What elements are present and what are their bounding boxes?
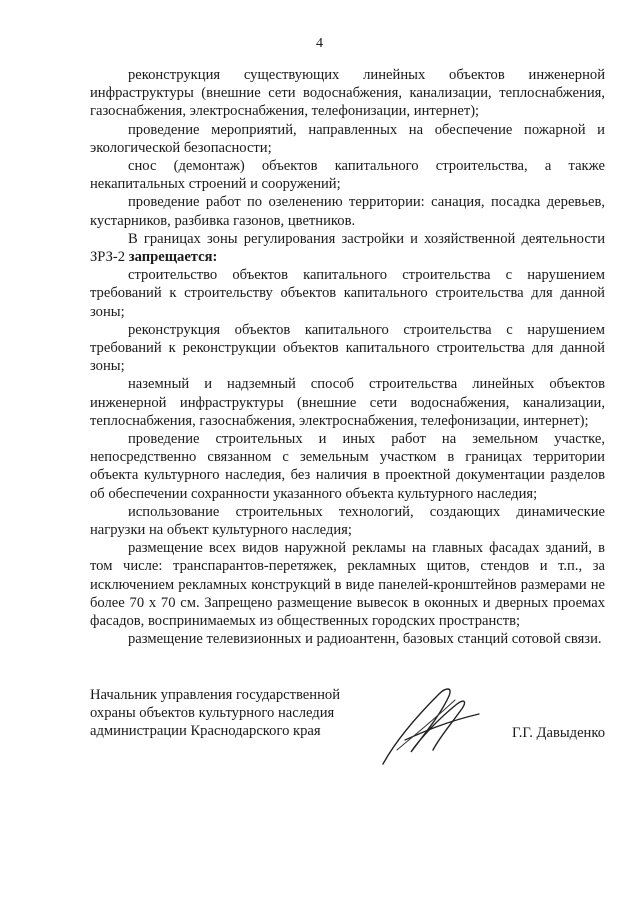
document-body [90, 66, 605, 649]
paragraph-6: строительство объектов капитального строительства с нарушением требований к строительству объектов капитального строительства для данной зоны; [90, 267, 605, 320]
signatory-line-3: администрации Краснодарского края [90, 723, 321, 740]
signatory-line-1: Начальник управления государственной [90, 687, 341, 703]
paragraph-7: реконструкция объектов капитального строительства с нарушением требований к реконструкции объектов капитального строительства для данной зоны; [90, 321, 605, 375]
paragraph-10: использование строительных технологий, создающих динамические нагрузки на объект культурного наследия; [90, 503, 605, 539]
paragraph-12: размещение телевизионных и радиоантенн, базовых станций сотовой связи. [128, 631, 602, 648]
signatory-line-2: охраны объектов культурного наследия [90, 705, 335, 722]
paragraph-8: наземный и надземный способ строительства линейных объектов инженерной инфраструктуры (внешние сети водоснабжения, канализации, теплоснабжения, газоснабжения, электроснабжения, телефонизации, интернет); [90, 376, 605, 429]
paragraph-1: реконструкция существующих линейных объектов инженерной инфраструктуры (внешние сети водоснабжения, канализации, теплоснабжения, газоснабжения, электроснабжения, телефонизации, интернет); [90, 67, 605, 120]
signatory-name: Г.Г. Давыденко [511, 725, 605, 741]
paragraph-11: размещение всех видов наружной рекламы на главных фасадах зданий, в том числе: транспарантов-перетяжек, рекламных щитов, стендов и т.п., за исключением рекламных конструкций в виде панелей-кронштейнов размерами не более 70 х 70 см. Запрещено размещение вывесок в оконных и дверных проемах фасадов, воспринимаемых из общественных городских пространств; [90, 540, 605, 630]
paragraph-5 [90, 230, 605, 266]
page-number: 4 [316, 36, 323, 51]
paragraph-4: проведение работ по озеленению территории: санация, посадка деревьев, кустарников, разбивка газонов, цветников. [90, 194, 605, 229]
handwritten-signature [375, 680, 485, 770]
paragraph-9: проведение строительных и иных работ на земельном участке, непосредственно связанном с земельным участком в границах территории объекта культурного наследия, без наличия в проектной документации разделов об обеспечении сохранности указанного объекта культурного наследия; [90, 431, 605, 502]
prohibited-heading: запрещается: [128, 249, 218, 266]
paragraph-2: проведение мероприятий, направленных на обеспечение пожарной и экологической безопасности; [90, 121, 605, 156]
signatory-position [90, 686, 380, 741]
paragraph-5-text: В границах зоны регулирования застройки и хозяйственной деятельности ЗРЗ-2 [90, 230, 605, 266]
paragraph-3: снос (демонтаж) объектов капитального строительства, а также некапитальных строений и сооружений; [90, 158, 605, 193]
